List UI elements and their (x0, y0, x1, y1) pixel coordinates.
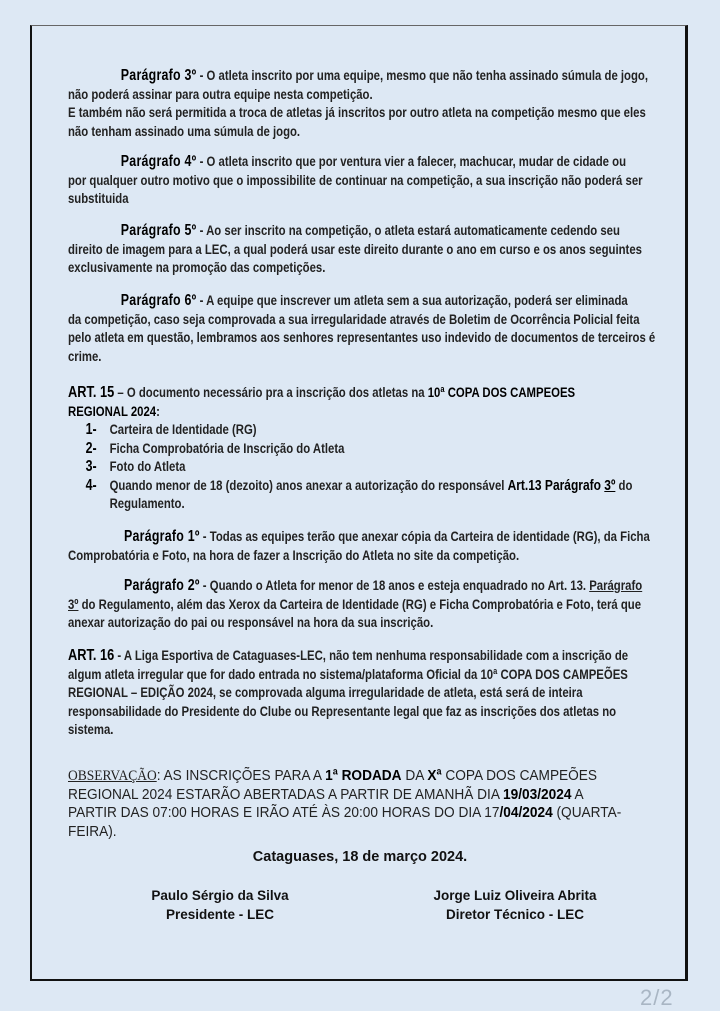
signature-president (120, 886, 320, 924)
paragraph-6: Parágrafo 6º - A equipe que inscrever um atleta sem a sua autorização, poderá ser eliminada da competição, caso seja comprovada a sua irregularidade através de Boletim de Ocorrência Policial feita pelo atleta em questão, lembramos aos senhores representantes uso indevido de documentos de terceiros é crime. (68, 292, 656, 365)
date-line: Cataguases, 18 de março 2024. (252, 849, 468, 865)
paragraph-3-heading: Parágrafo 3º (120, 67, 197, 84)
requirement-item: 2- Ficha Comprobatória de Inscrição do Atleta (85, 439, 345, 457)
observation-label: OBSERVAÇÃO (68, 768, 157, 784)
article-15-paragraph-1: Parágrafo 1º - Todas as equipes terão que anexar cópia da Carteira de identidade (RG), da Ficha Comprobatória e Foto, na hora de fazer a Inscrição do Atleta no site da competição. (68, 528, 650, 564)
paragraph-6-heading: Parágrafo 6º (120, 292, 197, 309)
article-16-label: ART. 16 (68, 647, 115, 664)
signature-role: Diretor Técnico - LEC (445, 907, 585, 922)
requirement-item: 4- Quando menor de 18 (dezoito) anos anexar a autorização do responsável Art.13 Parágrafo 3º do (85, 476, 633, 494)
paragraph-3: Parágrafo 3º - O atleta inscrito por uma equipe, mesmo que não tenha assinado súmula de jogo, não poderá assinar para outra equipe nesta competição. E também não será permitida a troca de atletas já inscritos por outro atleta na competição mesmo que eles não tenham assinado uma súmula de jogo. (68, 67, 649, 140)
article-15: ART. 15 – O documento necessário pra a inscrição dos atletas na 10ª COPA DOS CAMPEOES REGIONAL 2024: 1- Carteira de Identidade (RG) 2- Ficha Comprobatória de Inscrição do Atleta 3- Foto do Atleta 4- Quando menor de 18 (dezoito) anos anexar a autorização do responsável Art.13 Parágrafo 3º do Regulamento. (68, 384, 680, 514)
requirement-item: 1- Carteira de Identidade (RG) (85, 421, 257, 438)
paragraph-4-heading: Parágrafo 4º (120, 153, 197, 170)
observation-notice: OBSERVAÇÃO: AS INSCRIÇÕES PARA A 1ª RODADA DA Xª COPA DOS CAMPEÕES REGIONAL 2024 ESTARÃO ABERTADAS A PARTIR DE AMANHÃ DIA 19/03/2024 A PARTIR DAS 07:00 HORAS E IRÃO ATÉ ÀS 20:00 HORAS DO DIA 17/04/2024 (QUARTA- FEIRA). (68, 767, 622, 840)
requirement-item: 3- Foto do Atleta (85, 458, 186, 475)
article-15-paragraph-2: Parágrafo 2º - Quando o Atleta for menor de 18 anos e esteja enquadrado no Art. 13. Parágrafo 3º do Regulamento, além das Xerox da Carteira de Identidade (RG) e Ficha Comprobatória e Foto, terá que anexar autorização do pai ou responsável na hora da sua inscrição. (68, 577, 643, 631)
signature-name: Jorge Luiz Oliveira Abrita (433, 888, 597, 903)
paragraph-4: Parágrafo 4º - O atleta inscrito que por ventura vier a falecer, machucar, mudar de cidade ou por qualquer outro motivo que o impossibilite de continuar na competição, a sua inscrição não poderá ser substituida (68, 153, 643, 207)
signature-name: Paulo Sérgio da Silva (151, 888, 289, 903)
paragraph-5-heading: Parágrafo 5º (120, 222, 197, 239)
article-16: ART. 16 - A Liga Esportiva de Cataguases-LEC, não tem nenhuma responsabilidade com a inscrição de algum atleta irregular que for dado entrada no sistema/plataforma Oficial da 10ª COPA DOS CAMPEÕES REGIONAL – EDIÇÃO 2024, se comprovada alguma irregularidade de atleta, está será de inteira responsabilidade do Presidente do Clube ou Representante legal que faz as inscrições dos atletas no sistema. (68, 647, 629, 738)
signature-role: Presidente - LEC (165, 907, 275, 922)
paragraph-5: Parágrafo 5º - Ao ser inscrito na competição, o atleta estará automaticamente cedendo seu direito de imagem para a LEC, a qual poderá usar este direito durante o ano em curso e os anos seguintes exclusivamente na promoção das competições. (68, 222, 642, 276)
article-15-label: ART. 15 (68, 384, 115, 401)
signature-technical-director (400, 886, 630, 924)
page-indicator: 2/2 (640, 985, 674, 1010)
